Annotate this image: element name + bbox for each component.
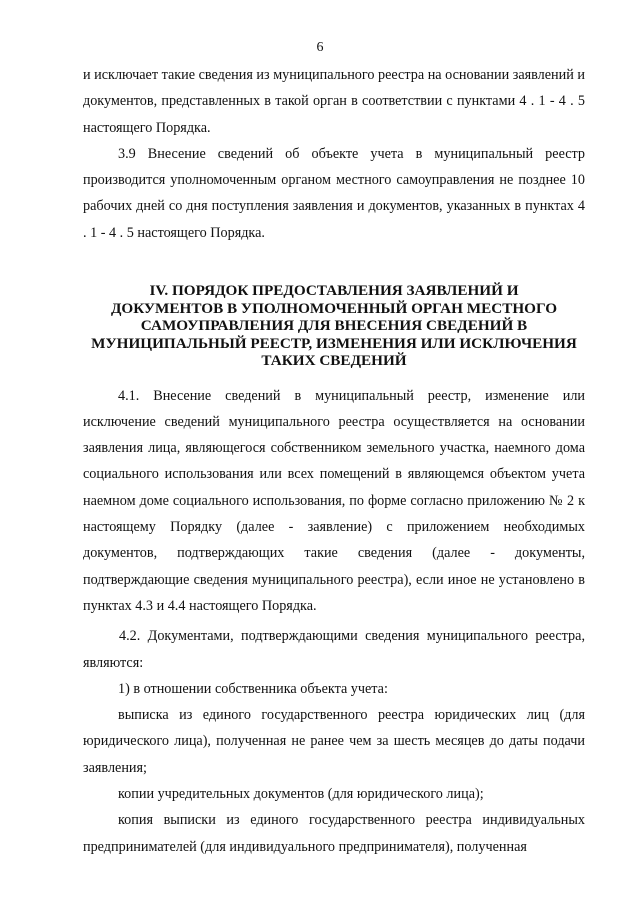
paragraph-4-2-item-1: 1) в отношении собственника объекта учета: [118, 680, 388, 697]
section-heading [83, 282, 585, 370]
page-number: 6 [316, 40, 324, 55]
paragraph-3-9: 3.9 Внесение сведений об объекте учета в муниципальный реестр производится уполномоченным органом местного самоуправления не позднее 10 рабочих дней со дня поступления заявления и документов, указанных в пунктах 4 . 1 - 4 . 5 настоящего Порядка. [83, 145, 585, 241]
paragraph-4-1: 4.1. Внесение сведений в муниципальный реестр, изменение или исключение сведений муниципального реестра осуществляется на основании заявления лица, являющегося собственником земельного участка, наемного дома социального использования или всех помещений в являющемся объектом учета наемном доме социального использования, по форме согласно приложению № 2 к настоящему Порядку (далее - заявление) с приложением необходимых документов, подтверждающих такие сведения (далее - документы, подтверждающие сведения муниципального реестра), если иное не установлено в пунктах 4.3 и 4.4 настоящего Порядка. [83, 387, 585, 614]
section-heading-line: САМОУПРАВЛЕНИЯ ДЛЯ ВНЕСЕНИЯ СВЕДЕНИЙ В [140, 317, 528, 335]
paragraph-egrul-extract: выписка из единого государственного реестра юридических лиц (для юридического лица), полученная не ранее чем за шесть месяцев до даты подачи заявления; [83, 707, 585, 776]
section-heading-line: IV. ПОРЯДОК ПРЕДОСТАВЛЕНИЯ ЗАЯВЛЕНИЙ И [149, 282, 519, 300]
page-content [83, 62, 585, 860]
paragraph-egrip-extract: копия выписки из единого государственного реестра индивидуальных предпринимателей (для индивидуального предпринимателя), полученная [83, 812, 585, 855]
section-heading-line: ДОКУМЕНТОВ В УПОЛНОМОЧЕННЫЙ ОРГАН МЕСТНОГО [110, 299, 558, 317]
paragraph-4-2: 4.2. Документами, подтверждающими сведения муниципального реестра, являются: [83, 628, 585, 671]
paragraph-founding-documents: копии учредительных документов (для юридического лица); [118, 786, 484, 803]
section-heading-line: ТАКИХ СВЕДЕНИЙ [261, 352, 407, 370]
paragraph-continuation: и исключает такие сведения из муниципального реестра на основании заявлений и документов, представленных в такой орган в соответствии с пунктами 4 . 1 - 4 . 5 настоящего Порядка. [83, 67, 585, 136]
section-heading-line: МУНИЦИПАЛЬНЫЙ РЕЕСТР, ИЗМЕНЕНИЯ ИЛИ ИСКЛЮЧЕНИЯ [91, 334, 577, 352]
